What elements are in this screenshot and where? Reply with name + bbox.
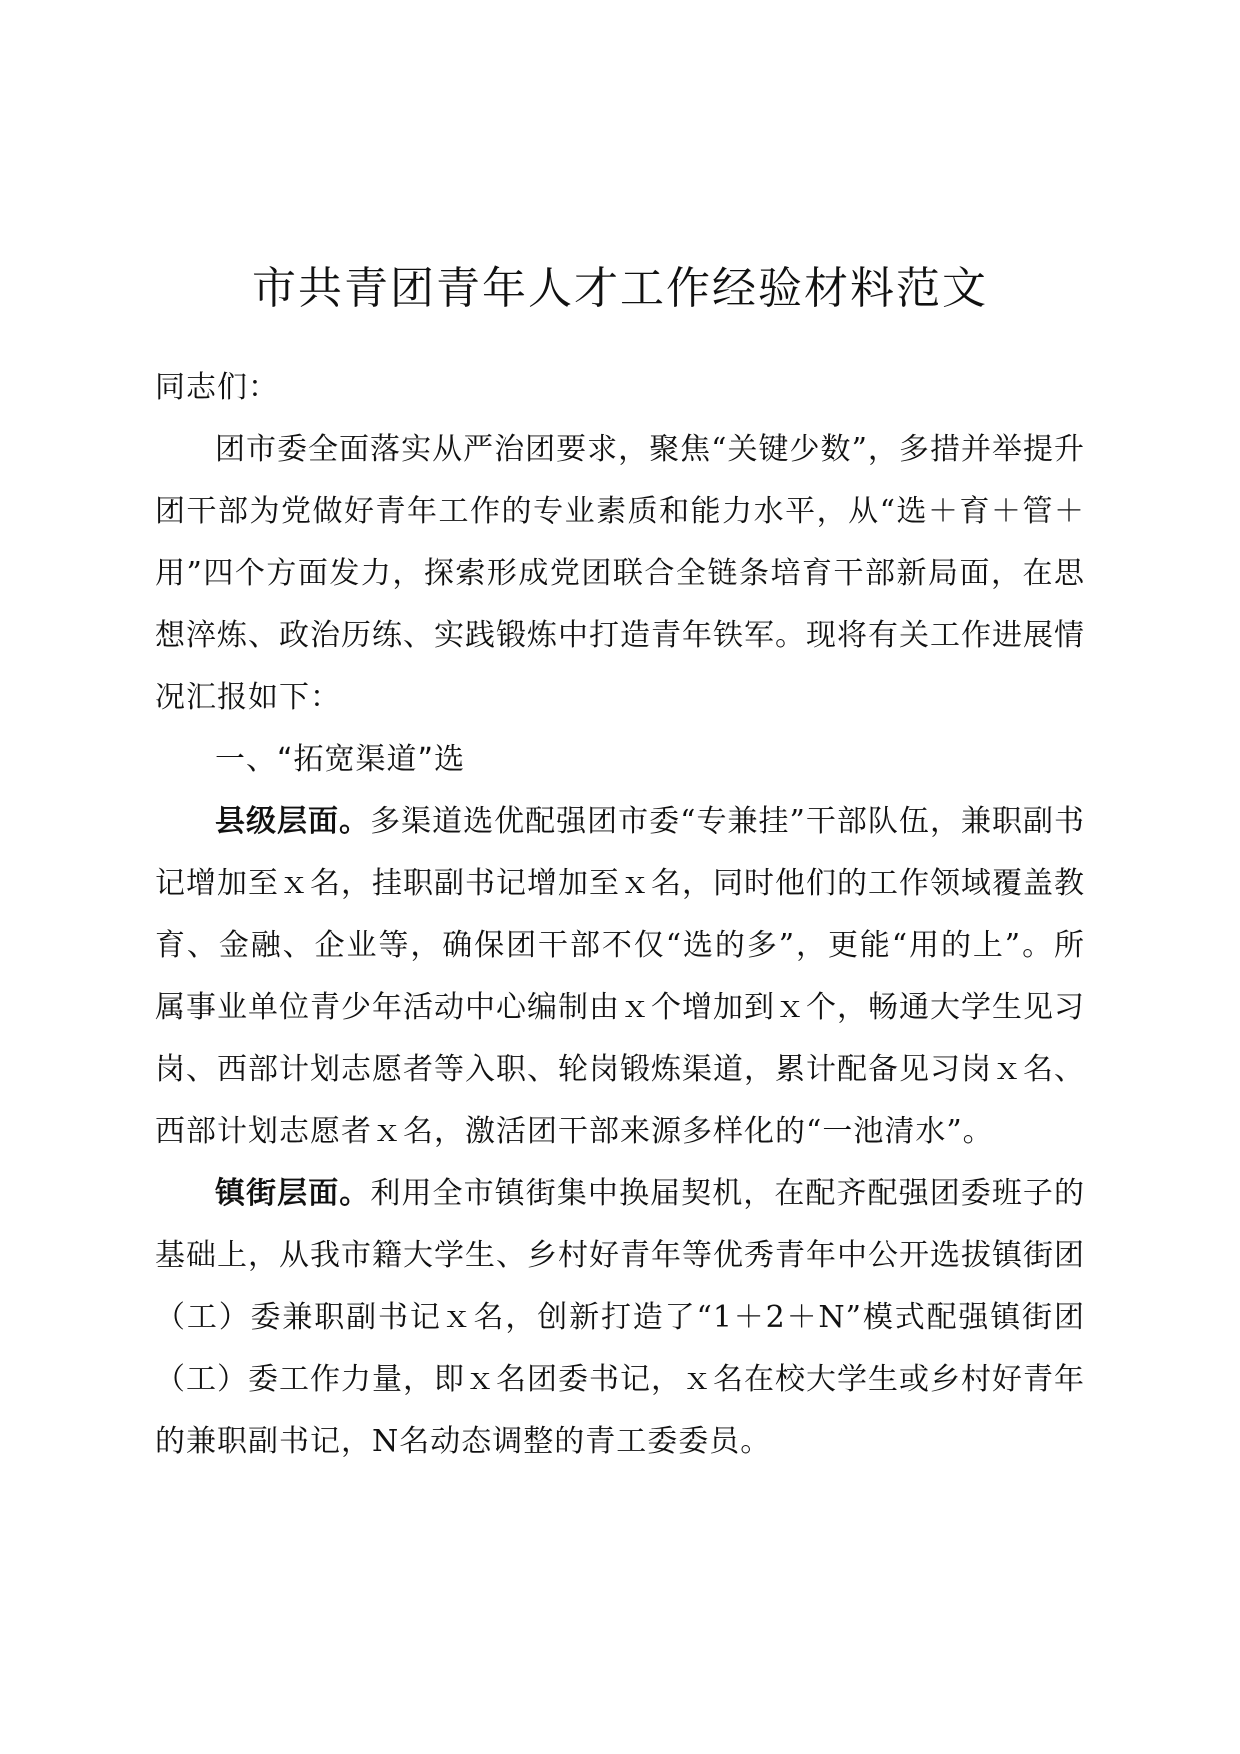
section-heading-1: 一、“拓宽渠道”选 xyxy=(215,742,466,777)
paragraph-town-level xyxy=(155,1163,1085,1473)
paragraph-county-level xyxy=(155,791,1085,1163)
salutation: 同志们： xyxy=(155,370,279,405)
paragraph-lead-in: 镇街层面。 xyxy=(215,1176,371,1211)
document-body xyxy=(155,357,1085,1473)
document-title: 市共青团青年人才工作经验材料范文 xyxy=(252,263,988,314)
paragraph-text: 利用全市镇街集中换届契机，在配齐配强团委班子的基础上，从我市籍大学生、乡村好青年等优秀青年中公开选拔镇街团（工）委兼职副书记ｘ名，创新打造了“1＋2＋N”模式配强镇街团（工）委工作力量，即ｘ名团委书记，ｘ名在校大学生或乡村好青年的兼职副书记，N名动态调整的青工委委员。 xyxy=(155,1176,1086,1459)
paragraph-lead-in: 县级层面。 xyxy=(215,804,371,839)
paragraph-text: 多渠道选优配强团市委“专兼挂”干部队伍，兼职副书记增加至ｘ名，挂职副书记增加至ｘ名，同时他们的工作领域覆盖教育、金融、企业等，确保团干部不仅“选的多”，更能“用的上”。所属事业单位青少年活动中心编制由ｘ个增加到ｘ个，畅通大学生见习岗、西部计划志愿者等入职、轮岗锻炼渠道，累计配备见习岗ｘ名、西部计划志愿者ｘ名，激活团干部来源多样化的“一池清水”。 xyxy=(155,804,1085,1149)
intro-paragraph: 团市委全面落实从严治团要求，聚焦“关键少数”，多措并举提升团干部为党做好青年工作的专业素质和能力水平，从“选＋育＋管＋用”四个方面发力，探索形成党团联合全链条培育干部新局面，在思想淬炼、政治历练、实践锻炼中打造青年铁军。现将有关工作进展情况汇报如下： xyxy=(155,432,1085,715)
